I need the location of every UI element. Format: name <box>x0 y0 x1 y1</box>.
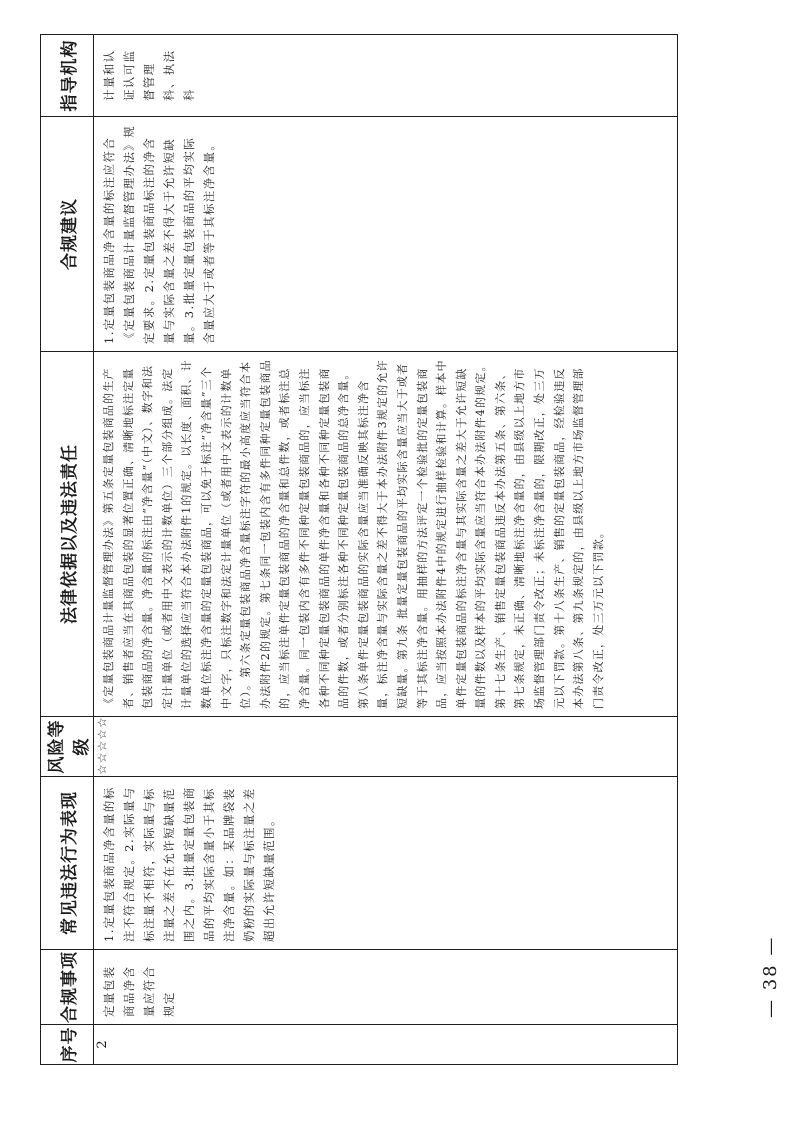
behavior-cell <box>94 777 678 950</box>
header-no: 序号 <box>41 1025 94 1065</box>
header-item: 合规事项 <box>41 950 94 1025</box>
rotated-table-stage <box>40 35 678 1065</box>
header-org: 指导机构 <box>41 35 94 117</box>
table-row <box>94 35 678 1065</box>
compliance-table <box>40 34 678 1065</box>
header-legal: 法律依据以及违法责任 <box>41 352 94 717</box>
row-number <box>94 1025 678 1065</box>
risk-cell <box>94 717 678 777</box>
advice-cell <box>94 117 678 352</box>
advice-text: 1.定量包装商品净含量的标注应符合《定量包装商品计量监督管理办法》规定要求。2.定量包装商品标注的净含量与实际含量之差不得大于允许短缺量。3.批量定量包装商品的平均实际含量应大于或者等于其标注净含量。 <box>102 124 216 344</box>
header-risk: 风险等级 <box>41 717 94 777</box>
legal-basis-cell <box>94 352 678 717</box>
row-number-text: 2 <box>95 1040 110 1049</box>
guidance-org-text: 计量和认证认可监督管理科、执法科 <box>102 49 196 101</box>
header-advice: 合规建议 <box>41 117 94 352</box>
page-number: — 38 — <box>760 935 781 1018</box>
header-row <box>41 35 94 1065</box>
risk-stars: ☆☆☆☆☆ <box>95 716 109 775</box>
legal-basis-text: 《定量包装商品计量监督管理办法》第五条定量包装商品的生产者、销售者应当在其商品包装的显著位置正确、清晰地标注定量包装商品的净含量。净含量的标注由“净含量”（中文）、数字和法定计量单位（或者用中文表示的计数单位）三个部分组成。法定计量单位的选择应当符合本办法附件1的规定。以长度、面积、计数单位标注净含量的定量包装商品，可以免于标注“净含量”三个中文字，只标注数字和法定计量单位（或者用中文表示的计数单位）。第六条定量包装商品净含量标注字符的最小高度应当符合本办法附件2的规定。第七条同一包装内含有多件同种定量包装商品的，应当标注单件定量包装商品的净含量和总件数，或者标注总净含量。同一包装内含有多件不同种定量包装商品的，应当标注各种不同种定量包装商品的单件净含量和各种不同种定量包装商品的件数，或者分别标注各种不同种定量包装商品的总净含量。第八条单件定量包装商品的实际含量应当准确反映其标注净含量，标注净含量与实际含量之差不得大于本办法附件3规定的允许短缺量。第九条 批量定量包装商品的平均实际含量应当大于或者等于其标注净含量。用抽样的方法评定一个检验批的定量包装商品，应当按照本办法附件4中的规定进行抽样检验和计算。样本中单件定量包装商品的标注净含量与其实际含量之差大于允许短缺量的件数以及样本的平均实际含量应当符合本办法附件4的规定。第十七条生产、销售定量包装商品违反本办法第五条、第六条、第七条规定，未正确、清晰地标注净含量的，由县级以上地方市场监督管理部门责令改正；未标注净含量的，限期改正，处三万元以下罚款。第十八条生产、销售的定量包装商品，经检验违反本办法第八条、第九条规定的，由县级以上地方市场监督管理部门责令改正，处三万元以下罚款。 <box>102 359 605 709</box>
guidance-org-cell <box>94 35 678 117</box>
header-behavior: 常见违法行为表现 <box>41 777 94 950</box>
compliance-item-text: 定量包装商品净含量应符合规定 <box>102 965 176 1017</box>
compliance-item-cell <box>94 950 678 1025</box>
behavior-text: 1.定量包装商品净含量的标注不符合规定。2.实际量与标注量不相符，实际量与标注量之差不在允许短缺量范围之内。3.批量定量包装商品的平均实际含量小于其标注净含量。如：某品牌袋装奶粉的实际量与标注量之差超出允许短缺量范围。 <box>102 786 276 942</box>
